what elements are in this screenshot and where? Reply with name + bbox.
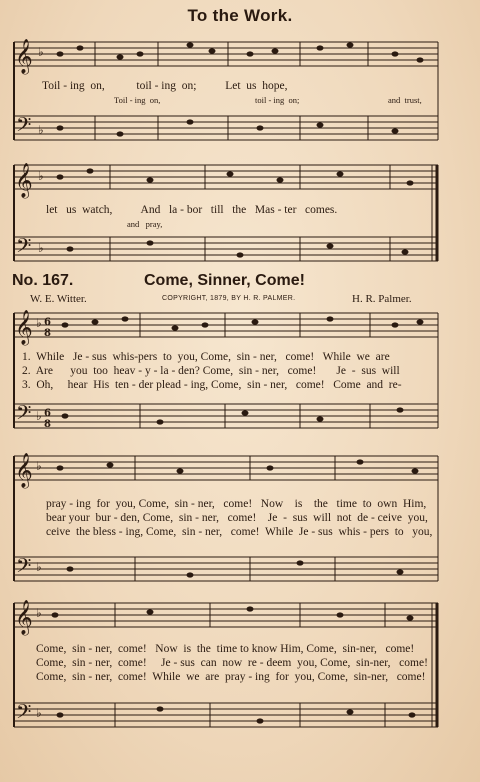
svg-text:𝄢: 𝄢: [16, 700, 32, 728]
svg-text:♭: ♭: [38, 169, 44, 183]
svg-text:♭: ♭: [36, 459, 42, 473]
svg-text:♭: ♭: [36, 316, 42, 330]
composer: H. R. Palmer.: [352, 293, 412, 305]
lyrics-echo-1a: Toil - ing on,: [114, 95, 161, 105]
verse-c-line-3: Come, sin - ner, come! While we are pray - ing for you, Come, sin-ner, come!: [36, 671, 426, 683]
svg-text:8: 8: [44, 419, 51, 430]
svg-text:♭: ♭: [38, 45, 44, 59]
svg-text:𝄢: 𝄢: [16, 234, 32, 262]
copyright-notice: COPYRIGHT, 1879, BY H. R. PALMER.: [162, 295, 296, 302]
svg-text:♭: ♭: [36, 560, 42, 574]
verse-b-line-2: bear your bur - den, Come, sin - ner, come! Je - sus will not de - ceive you,: [46, 512, 428, 524]
svg-text:𝄢: 𝄢: [16, 554, 32, 582]
lyricist: W. E. Witter.: [30, 293, 87, 305]
lyrics-echo-2a: and pray,: [127, 219, 163, 229]
verse-b-line-3: ceive the bless - ing, Come, sin - ner, come! While Je - sus whis - pers to you,: [46, 526, 433, 538]
lyrics-echo-1b: toil - ing on;: [255, 95, 300, 105]
staff-system-1: [0, 30, 480, 290]
svg-text:♭: ♭: [38, 241, 44, 255]
svg-text:𝄞: 𝄞: [15, 163, 33, 198]
svg-text:𝄞: 𝄞: [15, 453, 33, 488]
svg-text:♭: ♭: [38, 123, 44, 137]
hymn-title-to-the-work: To the Work.: [187, 6, 293, 25]
svg-text:𝄢: 𝄢: [16, 113, 32, 141]
verse-b-line-1: pray - ing for you, Come, sin - ner, come! Now is the time to own Him,: [46, 498, 427, 510]
verse-a-line-2: 2. Are you too heav - y - la - den? Come, sin - ner, come! Je - sus will: [22, 365, 400, 377]
verse-c-line-1: Come, sin - ner, come! Now is the time to know Him, Come, sin-ner, come!: [36, 643, 415, 655]
svg-text:8: 8: [44, 328, 51, 339]
verse-a-line-1: 1. While Je - sus whis-pers to you, Come, sin - ner, come! While we are: [22, 351, 390, 363]
hymn-title-come-sinner-come: Come, Sinner, Come!: [144, 272, 305, 289]
verse-a-line-3: 3. Oh, hear His ten - der plead - ing, Come, sin - ner, come! Come and re-: [22, 379, 402, 391]
svg-text:𝄞: 𝄞: [15, 39, 33, 74]
svg-text:𝄞: 𝄞: [15, 310, 33, 345]
svg-text:♭: ♭: [36, 409, 42, 423]
hymn-number: No. 167.: [12, 272, 74, 289]
svg-text:♭: ♭: [36, 706, 42, 720]
lyrics-line-1: Toil - ing on, toil - ing on; Let us hope,: [42, 80, 288, 92]
svg-text:𝄢: 𝄢: [16, 401, 32, 429]
verse-c-line-2: Come, sin - ner, come! Je - sus can now re - deem you, Come, sin-ner, come!: [36, 657, 428, 669]
lyrics-echo-1c: and trust,: [388, 95, 422, 105]
svg-text:6: 6: [44, 408, 51, 419]
lyrics-line-2: let us watch, And la - bor till the Mas - ter comes.: [46, 204, 338, 216]
svg-text:𝄞: 𝄞: [15, 600, 33, 635]
svg-text:♭: ♭: [36, 606, 42, 620]
svg-text:6: 6: [44, 317, 51, 328]
